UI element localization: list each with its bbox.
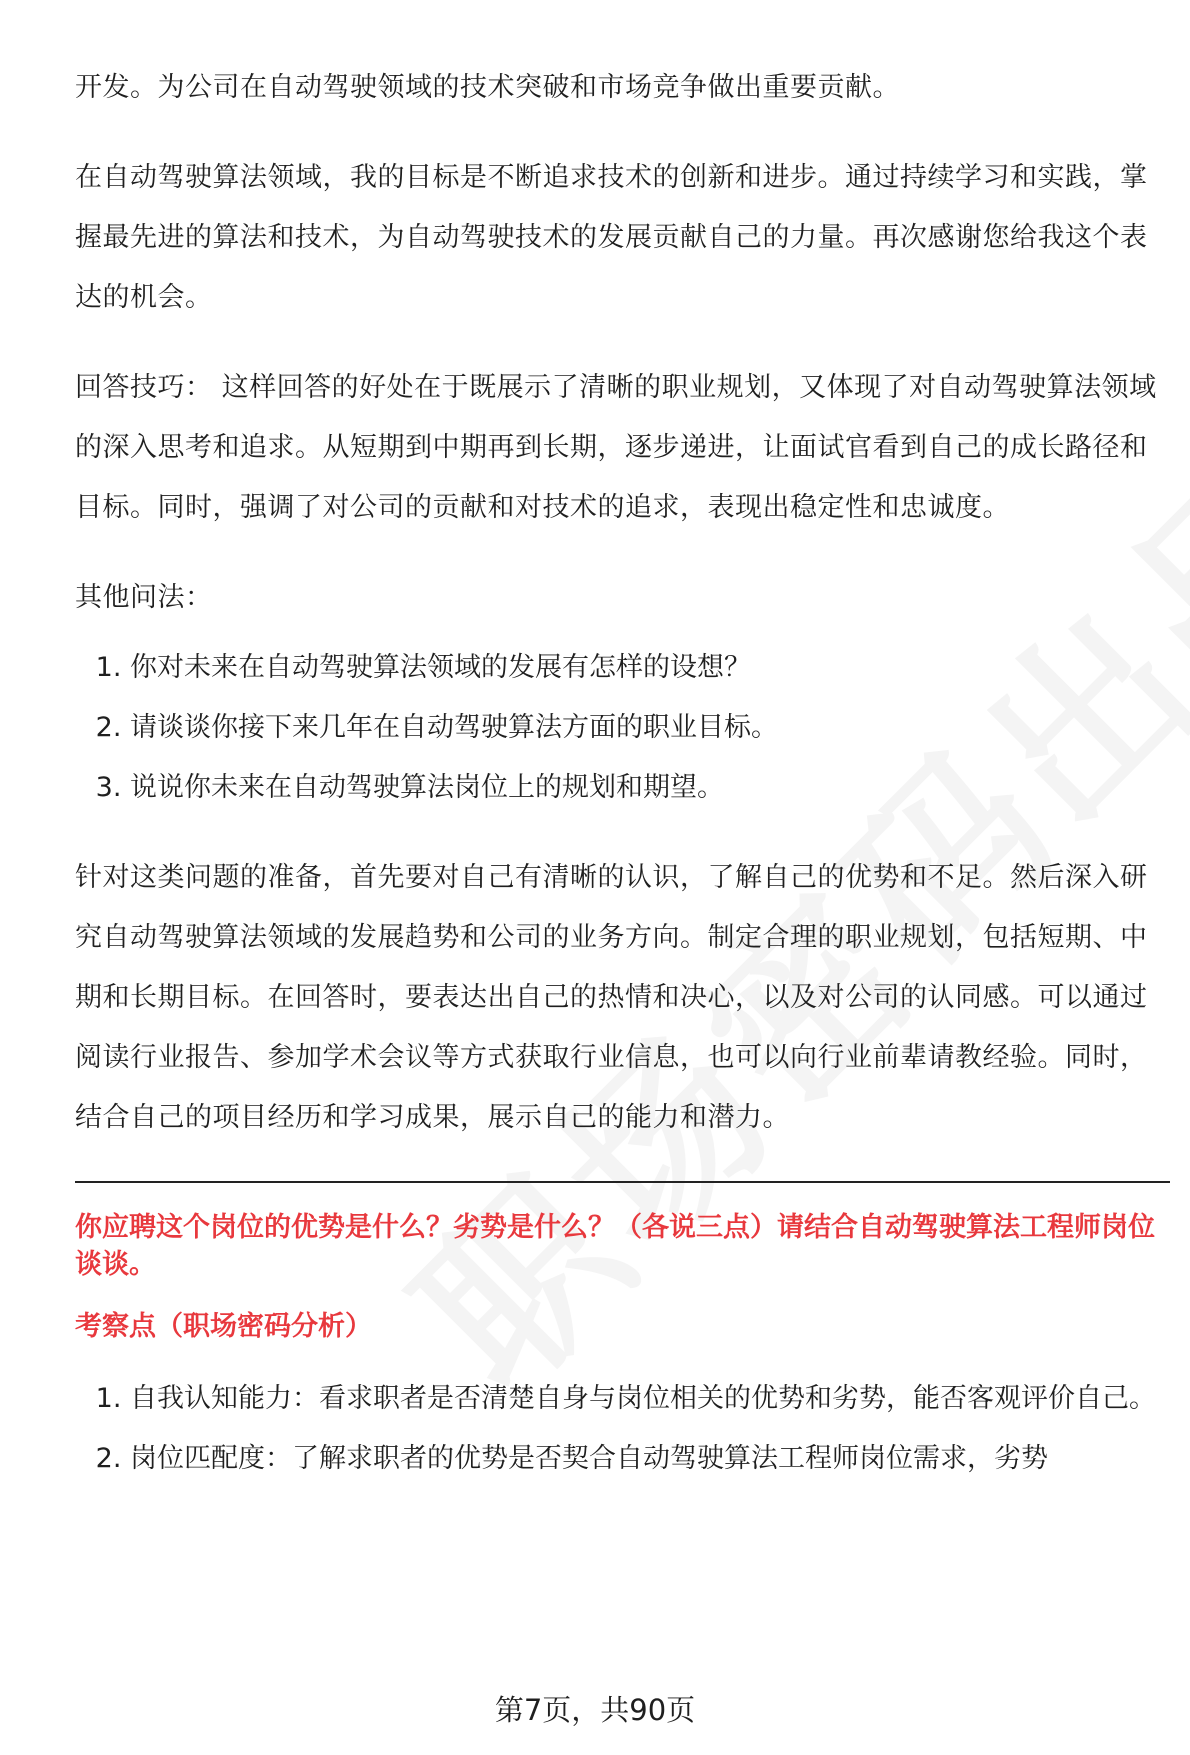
document-page bbox=[75, 58, 1170, 1489]
question-heading: 你应聘这个岗位的优势是什么？劣势是什么？（各说三点）请结合自动驾驶算法工程师岗位谈谈。 bbox=[75, 1212, 1155, 1280]
list-item: 1. 自我认知能力：看求职者是否清楚自身与岗位相关的优势和劣势，能否客观评价自己。 bbox=[130, 1369, 1170, 1429]
other-questions-list bbox=[75, 638, 1170, 818]
section-divider bbox=[75, 1181, 1170, 1183]
other-questions-label: 其他问法： bbox=[75, 582, 213, 613]
list-item: 2. 岗位匹配度：了解求职者的优势是否契合自动驾驶算法工程师岗位需求，劣势 bbox=[130, 1429, 1170, 1489]
page-footer: 第7页，共90页 bbox=[0, 1690, 1190, 1730]
paragraph-answer-tips: 回答技巧： 这样回答的好处在于既展示了清晰的职业规划，又体现了对自动驾驶算法领域的深入思考和追求。从短期到中期再到长期，逐步递进，让面试官看到自己的成长路径和目标。同时，强调了对公司的贡献和对技术的追求，表现出稳定性和忠诚度。 bbox=[75, 372, 1157, 523]
list-item: 2. 请谈谈你接下来几年在自动驾驶算法方面的职业目标。 bbox=[130, 698, 1170, 758]
list-item: 1. 你对未来在自动驾驶算法领域的发展有怎样的设想？ bbox=[130, 638, 1170, 698]
assessment-heading: 考察点（职场密码分析） bbox=[75, 1311, 372, 1342]
paragraph-continuation: 开发。为公司在自动驾驶领域的技术突破和市场竞争做出重要贡献。 bbox=[75, 72, 900, 103]
paragraph-career-goal: 在自动驾驶算法领域，我的目标是不断追求技术的创新和进步。通过持续学习和实践，掌握最先进的算法和技术，为自动驾驶技术的发展贡献自己的力量。再次感谢您给我这个表达的机会。 bbox=[75, 162, 1148, 313]
assessment-points-list bbox=[75, 1369, 1170, 1489]
paragraph-preparation: 针对这类问题的准备，首先要对自己有清晰的认识，了解自己的优势和不足。然后深入研究自动驾驶算法领域的发展趋势和公司的业务方向。制定合理的职业规划，包括短期、中期和长期目标。在回答时，要表达出自己的热情和决心，以及对公司的认同感。可以通过阅读行业报告、参加学术会议等方式获取行业信息，也可以向行业前辈请教经验。同时，结合自己的项目经历和学习成果，展示自己的能力和潜力。 bbox=[75, 862, 1148, 1133]
list-item: 3. 说说你未来在自动驾驶算法岗位上的规划和期望。 bbox=[130, 758, 1170, 818]
